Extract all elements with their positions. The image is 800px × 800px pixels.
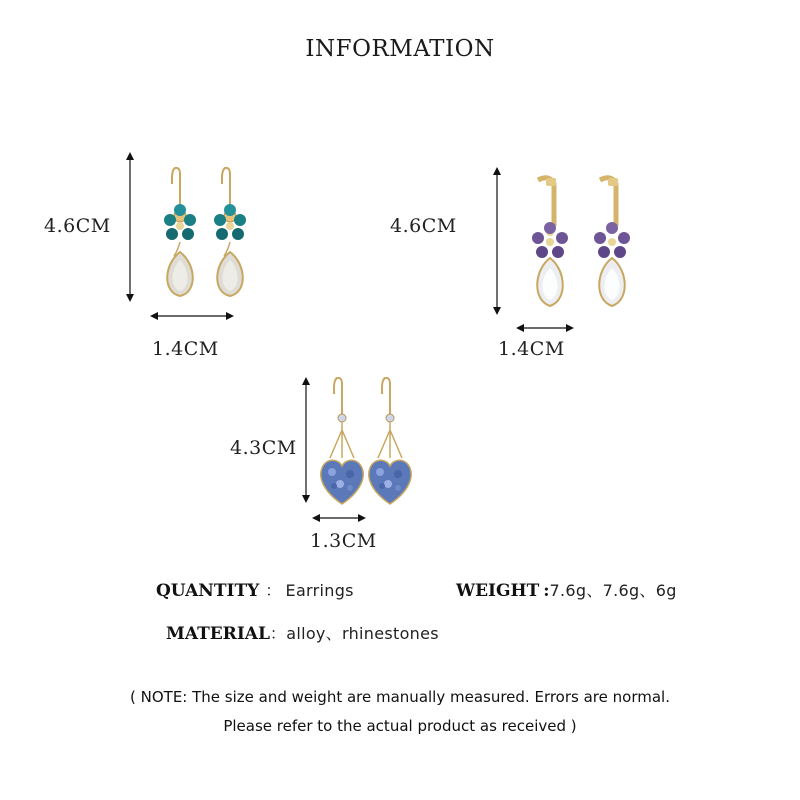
earring-right <box>369 378 411 504</box>
quantity-spec <box>156 578 354 601</box>
material-spec <box>166 621 439 644</box>
height-label: 4.6CM <box>44 215 111 237</box>
earring-right <box>594 178 630 306</box>
note-line-1: ( NOTE: The size and weight are manually measured. Errors are normal. <box>130 688 670 706</box>
earring-left <box>164 168 196 296</box>
earring-right <box>214 168 246 296</box>
blue-earrings-image <box>314 374 424 506</box>
height-label: 4.3CM <box>230 437 297 459</box>
quantity-separator: ： <box>265 581 282 600</box>
note-line-2: Please refer to the actual product as received ) <box>223 717 577 735</box>
width-dimension-arrow <box>310 510 368 526</box>
width-dimension-arrow <box>514 320 576 336</box>
width-label: 1.4CM <box>152 338 219 360</box>
quantity-label: QUANTITY <box>156 581 260 601</box>
weight-label: WEIGHT <box>456 581 540 601</box>
weight-value: 7.6g、7.6g、6g <box>549 581 677 600</box>
height-dimension-arrow <box>296 375 316 505</box>
material-separator: ： <box>269 624 287 643</box>
purple-earrings-image <box>510 172 640 317</box>
width-label: 1.3CM <box>310 530 377 552</box>
teal-earrings-image <box>150 164 260 300</box>
material-value: alloy、rhinestones <box>286 624 439 643</box>
height-dimension-arrow <box>487 165 507 317</box>
weight-separator: : <box>543 581 550 601</box>
height-label: 4.6CM <box>390 215 457 237</box>
quantity-value: Earrings <box>285 581 354 600</box>
height-dimension-arrow <box>120 150 140 304</box>
width-label: 1.4CM <box>498 338 565 360</box>
page-title: INFORMATION <box>305 36 495 62</box>
material-label: MATERIAL <box>166 624 270 644</box>
weight-spec <box>456 578 677 601</box>
earring-left <box>532 178 568 306</box>
earring-left <box>321 378 363 504</box>
width-dimension-arrow <box>148 308 236 324</box>
